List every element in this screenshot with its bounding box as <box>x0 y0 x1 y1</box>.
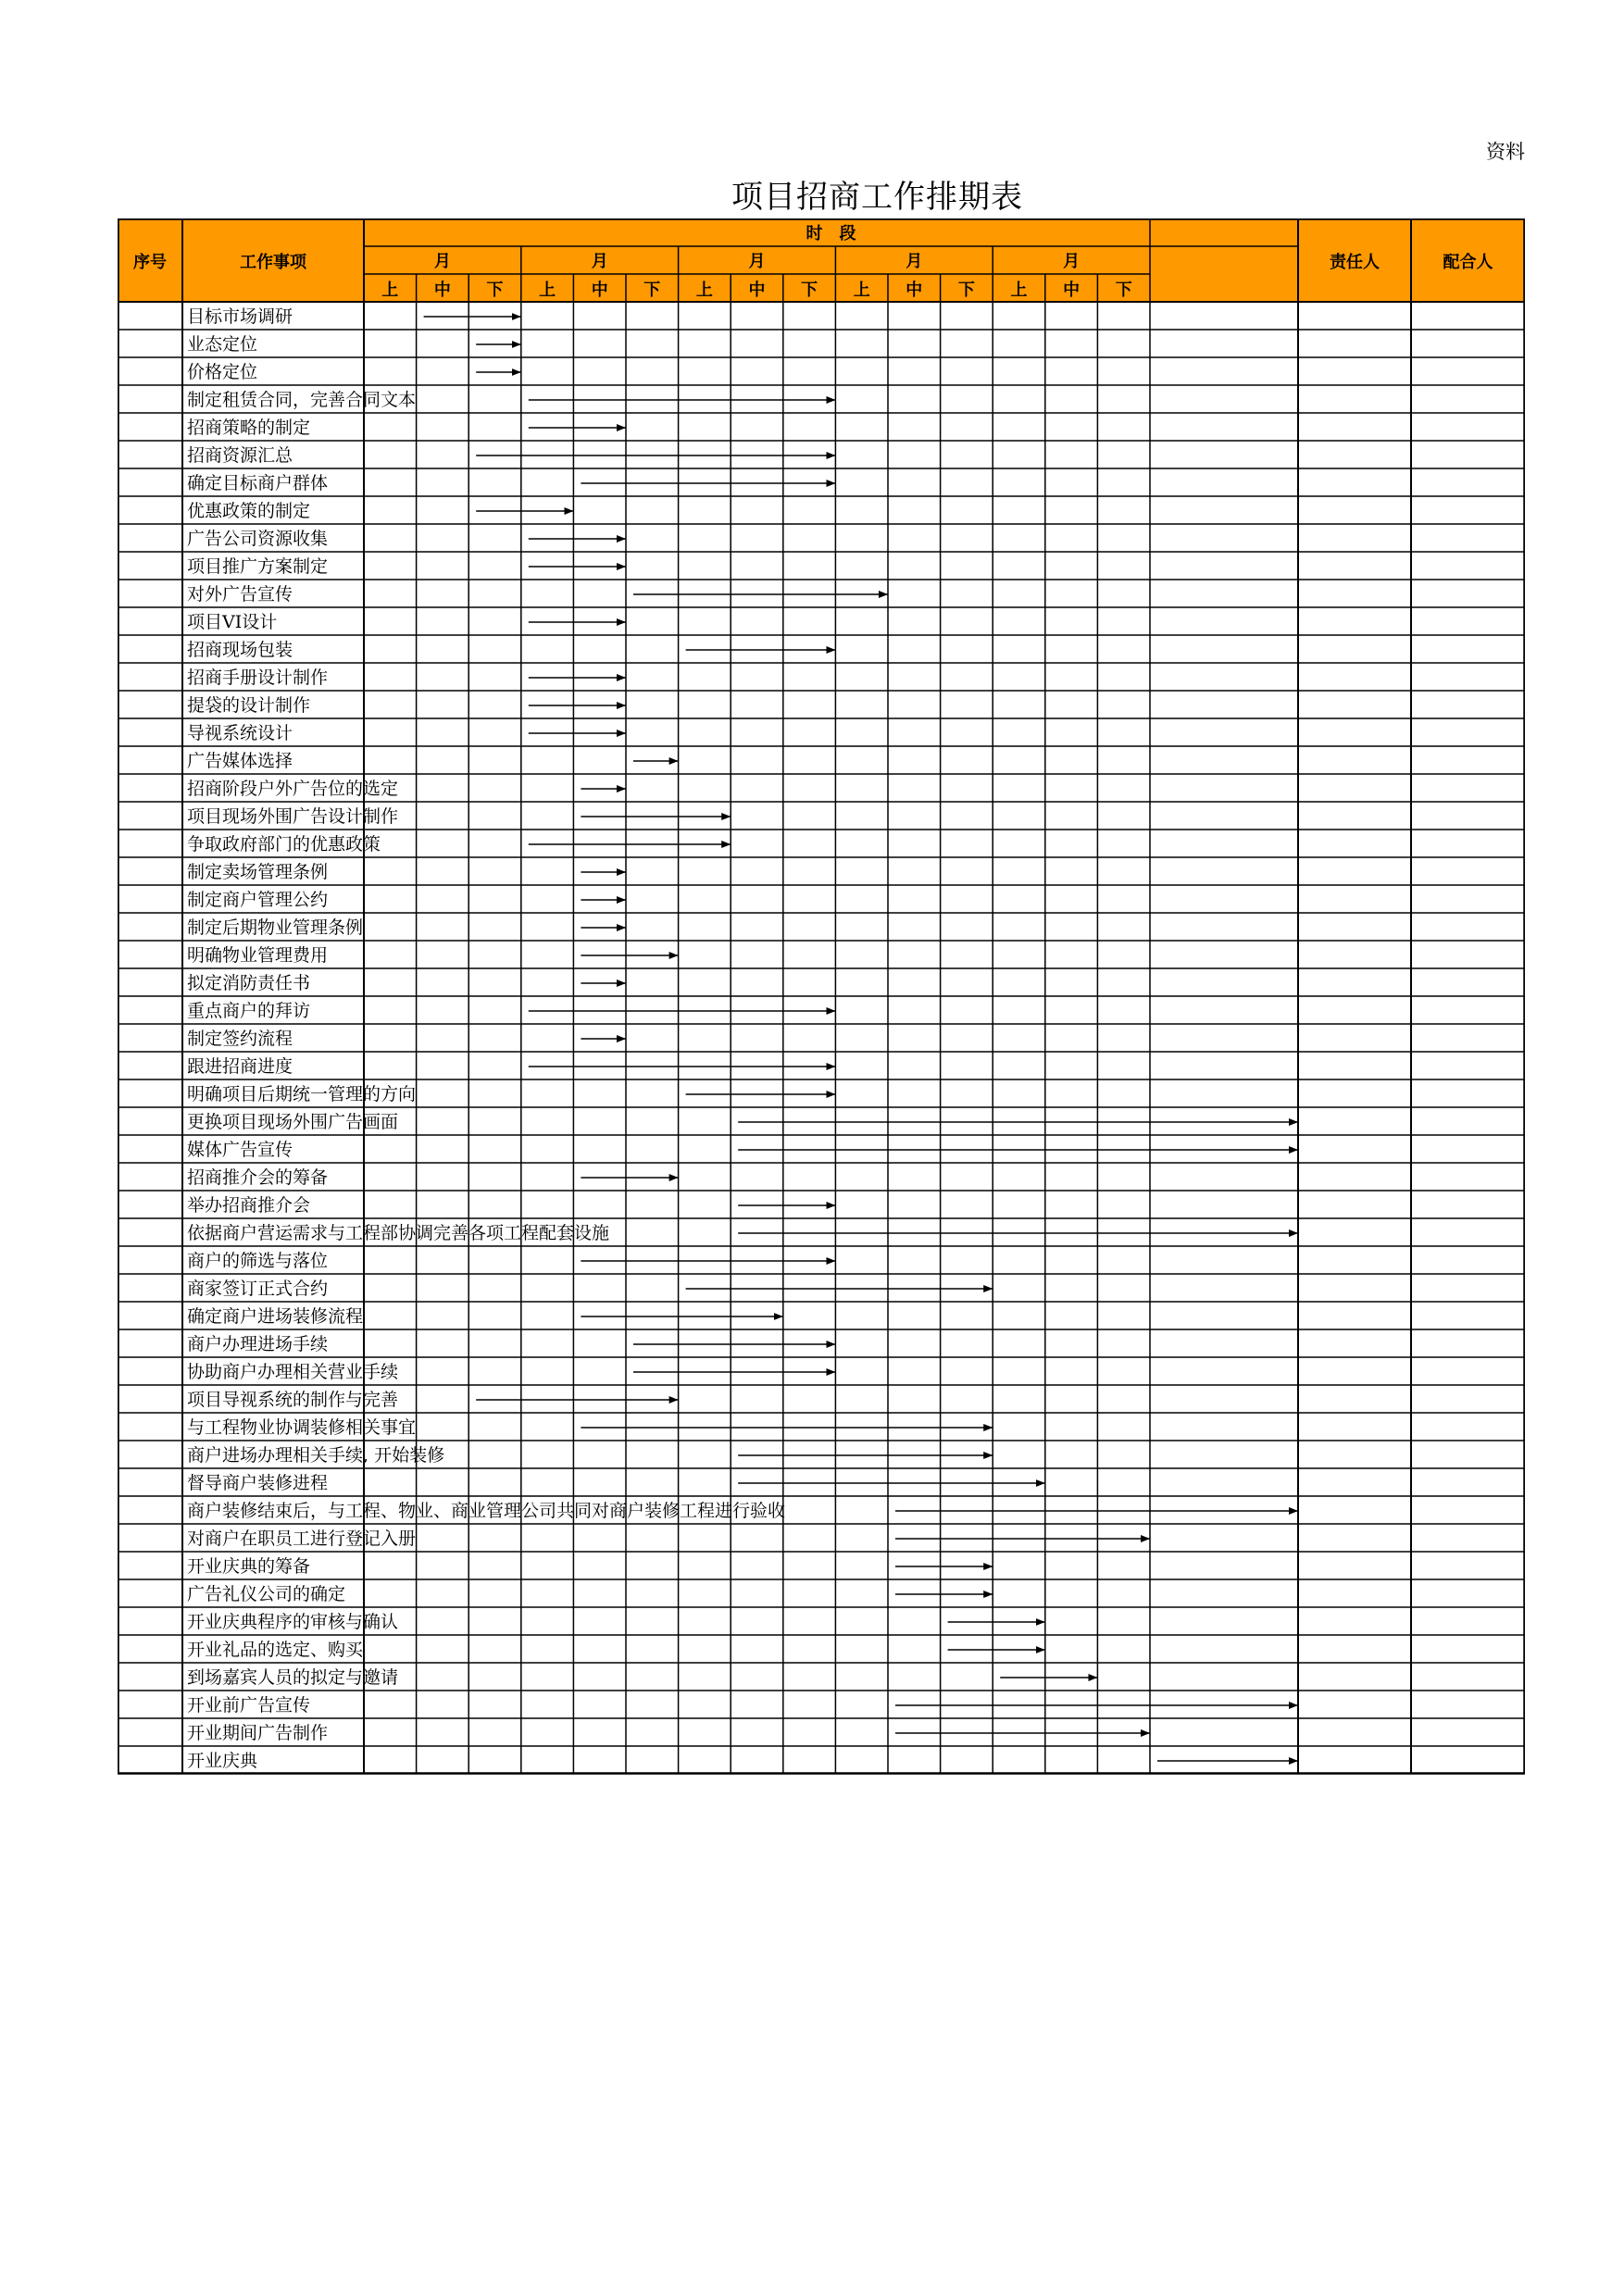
task-name: 媒体广告宣传 <box>187 1140 294 1160</box>
task-name: 开业庆典 <box>187 1751 258 1771</box>
task-name: 制定租赁合同，完善合同文本 <box>187 390 417 410</box>
task-name: 依据商户营运需求与工程部协调完善各项工程配套设施 <box>187 1223 610 1243</box>
task-name: 商户的筛选与落位 <box>187 1251 329 1271</box>
task-name: 招商手册设计制作 <box>187 668 329 688</box>
task-name: 项目现场外围广告设计制作 <box>187 806 399 827</box>
header-slot: 中 <box>591 281 608 300</box>
task-name: 广告公司资源收集 <box>187 529 329 549</box>
task-name: 商户办理进场手续 <box>187 1334 329 1354</box>
task-name: 招商阶段户外广告位的选定 <box>187 779 399 799</box>
task-name: 商户进场办理相关手续, 开始装修 <box>187 1445 445 1466</box>
header-month: 月 <box>433 252 451 271</box>
task-name: 确定商户进场装修流程 <box>187 1306 364 1327</box>
header-slot: 上 <box>381 281 399 300</box>
task-name: 招商现场包装 <box>187 640 294 660</box>
task-name: 协助商户办理相关营业手续 <box>187 1362 399 1382</box>
task-name: 重点商户的拜访 <box>187 1001 311 1021</box>
task-name: 拟定消防责任书 <box>187 973 311 993</box>
task-name: 商户装修结束后，与工程、物业、商业管理公司共同对商户装修工程进行验收 <box>187 1501 786 1521</box>
header-slot: 下 <box>486 281 504 300</box>
task-name: 确定目标商户群体 <box>187 473 329 493</box>
task-name: 目标市场调研 <box>187 306 294 327</box>
header-slot: 下 <box>643 281 661 300</box>
task-name: 到场嘉宾人员的拟定与邀请 <box>187 1667 399 1688</box>
task-name: 制定商户管理公约 <box>187 890 329 910</box>
task-name: 项目VI设计 <box>187 612 278 632</box>
task-name: 开业礼品的选定、购买 <box>187 1640 364 1660</box>
task-name: 招商策略的制定 <box>187 418 311 438</box>
header-slot: 上 <box>695 281 713 300</box>
header-task: 工作事项 <box>240 253 306 272</box>
task-name: 开业前广告宣传 <box>187 1695 311 1716</box>
task-name: 招商推介会的筹备 <box>187 1167 329 1188</box>
task-name: 提袋的设计制作 <box>187 695 311 716</box>
header-slot: 中 <box>748 281 766 300</box>
task-name: 开业庆典的筹备 <box>187 1556 311 1577</box>
task-name: 价格定位 <box>187 362 258 382</box>
task-name: 跟进招商进度 <box>187 1056 294 1077</box>
task-name: 督导商户装修进程 <box>187 1473 329 1493</box>
header-slot: 上 <box>1010 281 1028 300</box>
header-slot: 中 <box>433 281 451 300</box>
task-name: 与工程物业协调装修相关事宜 <box>187 1417 417 1438</box>
task-name: 项目推广方案制定 <box>187 556 329 577</box>
header-slot: 下 <box>801 281 818 300</box>
task-name: 举办招商推介会 <box>187 1195 311 1216</box>
corner-label: 资料 <box>1486 141 1525 163</box>
task-name: 争取政府部门的优惠政策 <box>187 834 381 855</box>
task-name: 明确物业管理费用 <box>187 945 329 966</box>
task-name: 项目导视系统的制作与完善 <box>187 1390 399 1410</box>
page-title: 项目招商工作排期表 <box>731 179 1023 216</box>
task-name: 明确项目后期统一管理的方向 <box>187 1084 417 1104</box>
task-name: 制定签约流程 <box>187 1029 294 1049</box>
header-seq: 序号 <box>133 253 167 272</box>
header-month: 月 <box>591 252 608 271</box>
header-helper: 配合人 <box>1443 253 1493 272</box>
task-name: 商家签订正式合约 <box>187 1279 329 1299</box>
gantt-arrows <box>424 317 1298 1761</box>
header-slot: 中 <box>906 281 923 300</box>
header-slot: 上 <box>853 281 870 300</box>
task-name: 对商户在职员工进行登记入册 <box>187 1529 417 1549</box>
schedule-table <box>118 218 1525 1783</box>
task-name: 招商资源汇总 <box>187 445 294 466</box>
header-slot: 下 <box>1115 281 1132 300</box>
task-name: 开业期间广告制作 <box>187 1723 329 1743</box>
header-owner: 责任人 <box>1330 253 1380 272</box>
task-name: 制定卖场管理条例 <box>187 862 329 882</box>
header-slot: 上 <box>539 281 556 300</box>
header-month: 月 <box>906 252 923 271</box>
task-name: 制定后期物业管理条例 <box>187 917 364 938</box>
header-slot: 中 <box>1063 281 1081 300</box>
task-name: 更换项目现场外围广告画面 <box>187 1112 399 1132</box>
header-slot: 下 <box>957 281 975 300</box>
task-name: 广告媒体选择 <box>187 751 294 771</box>
header-period: 时 段 <box>806 224 856 243</box>
header-month: 月 <box>748 252 766 271</box>
task-name: 对外广告宣传 <box>187 584 294 605</box>
task-name: 优惠政策的制定 <box>187 501 311 521</box>
task-name: 业态定位 <box>187 334 258 355</box>
task-name: 广告礼仪公司的确定 <box>187 1584 346 1604</box>
header-month: 月 <box>1063 252 1081 271</box>
task-name: 导视系统设计 <box>187 723 294 743</box>
task-name: 开业庆典程序的审核与确认 <box>187 1612 399 1632</box>
